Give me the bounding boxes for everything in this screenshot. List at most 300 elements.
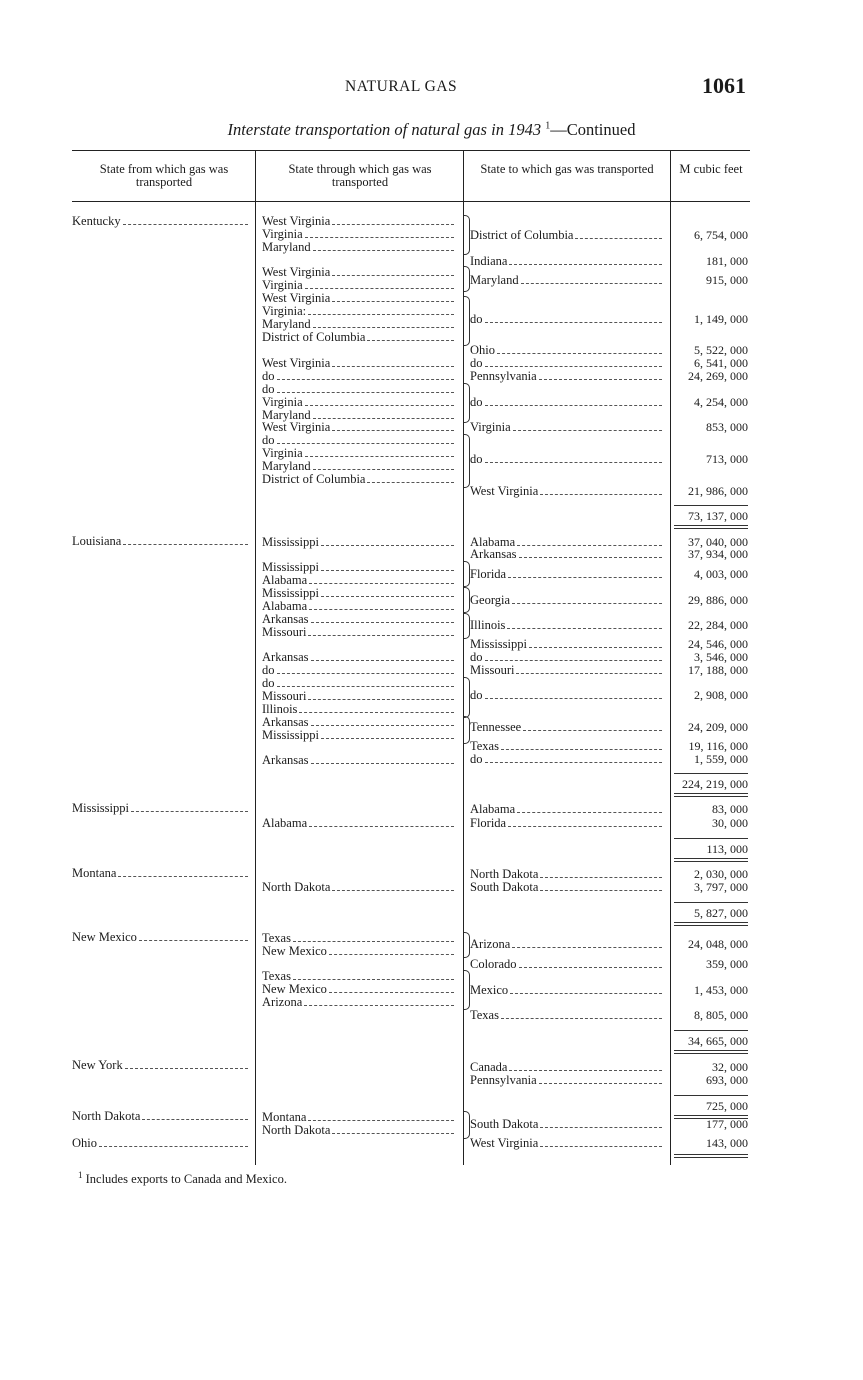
to-state-cell-text: West Virginia <box>470 485 539 498</box>
from-state-cell-text: Mississippi <box>72 802 129 815</box>
volume-value <box>672 594 748 607</box>
from-state-cell-text: Ohio <box>72 1137 97 1150</box>
through-state-cell-text: Maryland <box>262 409 311 422</box>
to-state-cell-text: Colorado <box>470 958 517 971</box>
through-state-cell-text: West Virginia <box>262 421 331 434</box>
dot-leader <box>311 763 454 764</box>
through-state-cell <box>262 613 458 626</box>
to-state-cell <box>470 740 666 753</box>
to-state-cell-text: Ohio <box>470 344 495 357</box>
dot-leader <box>332 224 454 225</box>
through-state-cell <box>262 587 458 600</box>
through-state-cell <box>262 574 458 587</box>
to-state-cell-text: Alabama <box>470 803 516 816</box>
to-state-cell-text: Mexico <box>470 984 509 997</box>
to-state-cell-text: do <box>470 689 483 702</box>
to-state-cell <box>470 664 666 677</box>
through-state-cell <box>262 215 458 228</box>
to-state-cell <box>470 803 666 816</box>
volume-value-text: 24, 546, 000 <box>688 637 748 651</box>
subtotal-rule <box>674 902 748 903</box>
volume-value-text: 19, 116, 000 <box>688 739 748 753</box>
subtotal-value-text: 73, 137, 000 <box>688 509 748 523</box>
through-state-cell-text: New Mexico <box>262 945 327 958</box>
to-state-cell-text: Maryland <box>470 274 519 287</box>
subtotal-value-text: 224, 219, 000 <box>682 777 748 791</box>
grouping-brace <box>464 970 470 1010</box>
volume-value-text: 6, 541, 000 <box>694 356 748 370</box>
from-state-cell-text: New Mexico <box>72 931 137 944</box>
to-state-cell <box>470 721 666 734</box>
dot-leader <box>293 941 454 942</box>
to-state-cell <box>470 689 666 702</box>
from-state-cell <box>72 867 252 880</box>
dot-leader <box>332 275 454 276</box>
dot-leader <box>517 812 662 813</box>
table-title-suffix: —Continued <box>550 120 636 139</box>
subtotal-value-text: 113, 000 <box>706 842 748 856</box>
through-state-cell-text: New Mexico <box>262 983 327 996</box>
dot-leader <box>539 379 662 380</box>
grouping-brace <box>464 561 470 587</box>
dot-leader <box>575 238 662 239</box>
dot-leader <box>521 283 662 284</box>
through-state-cell <box>262 447 458 460</box>
volume-value <box>672 313 748 326</box>
through-state-cell <box>262 600 458 613</box>
dot-leader <box>332 366 454 367</box>
dot-leader <box>485 462 662 463</box>
through-state-cell <box>262 996 458 1009</box>
total-double-rule <box>674 922 748 926</box>
through-state-cell-text: do <box>262 370 275 383</box>
dot-leader <box>497 353 662 354</box>
volume-value <box>672 548 748 561</box>
through-state-cell <box>262 561 458 574</box>
through-state-cell-text: Maryland <box>262 460 311 473</box>
dot-leader <box>540 890 662 891</box>
volume-value <box>672 1074 748 1087</box>
dot-leader <box>305 405 454 406</box>
dot-leader <box>519 967 662 968</box>
volume-value <box>672 255 748 268</box>
through-state-cell <box>262 626 458 639</box>
dot-leader <box>539 1083 662 1084</box>
to-state-cell <box>470 594 666 607</box>
through-state-cell-text: Arizona <box>262 996 303 1009</box>
dot-leader <box>308 1120 454 1121</box>
through-state-cell <box>262 945 458 958</box>
subtotal-rule <box>674 773 748 774</box>
volume-value-text: 359, 000 <box>706 957 748 971</box>
dot-leader <box>321 738 454 739</box>
to-state-cell-text: North Dakota <box>470 868 539 881</box>
through-state-cell-text: do <box>262 434 275 447</box>
subtotal-value-text: 725, 000 <box>706 1099 748 1113</box>
volume-value-text: 177, 000 <box>706 1117 748 1131</box>
from-state-cell-text: Kentucky <box>72 215 121 228</box>
grouping-brace <box>464 296 470 346</box>
to-state-cell-text: Mississippi <box>470 638 527 651</box>
volume-value-text: 83, 000 <box>712 802 748 816</box>
volume-value <box>672 689 748 702</box>
dot-leader <box>540 494 662 495</box>
through-state-cell-text: do <box>262 664 275 677</box>
volume-value-text: 4, 003, 000 <box>694 567 748 581</box>
grouping-brace <box>464 215 470 255</box>
through-state-cell <box>262 677 458 690</box>
through-state-cell-text: Virginia <box>262 447 303 460</box>
from-state-cell <box>72 1059 252 1072</box>
dot-leader <box>313 250 454 251</box>
page-header <box>0 73 863 104</box>
volume-value-text: 713, 000 <box>706 452 748 466</box>
to-state-cell <box>470 344 666 357</box>
to-state-cell <box>470 396 666 409</box>
dot-leader <box>485 405 662 406</box>
dot-leader <box>308 635 454 636</box>
volume-value <box>672 881 748 894</box>
volume-value-text: 5, 522, 000 <box>694 343 748 357</box>
volume-value-text: 4, 254, 000 <box>694 395 748 409</box>
column-header-through: State through which gas was transported <box>288 162 432 189</box>
dot-leader <box>501 749 662 750</box>
through-state-cell <box>262 421 458 434</box>
volume-value-text: 17, 188, 000 <box>688 663 748 677</box>
dot-leader <box>367 340 454 341</box>
dot-leader <box>517 545 662 546</box>
volume-value <box>672 1137 748 1150</box>
through-state-cell-text: Arkansas <box>262 651 309 664</box>
subtotal-value <box>672 510 748 523</box>
to-state-cell-text: South Dakota <box>470 1118 539 1131</box>
dot-leader <box>277 686 454 687</box>
dot-leader <box>277 392 454 393</box>
dot-leader <box>512 947 662 948</box>
through-state-cell <box>262 817 458 830</box>
grouping-brace <box>464 677 470 718</box>
dot-leader <box>311 725 454 726</box>
through-state-cell <box>262 292 458 305</box>
volume-value-text: 693, 000 <box>706 1073 748 1087</box>
subtotal-value <box>672 843 748 856</box>
through-state-cell-text: Mississippi <box>262 561 319 574</box>
through-state-cell <box>262 932 458 945</box>
dot-leader <box>304 1005 454 1006</box>
subtotal-value <box>672 907 748 920</box>
dot-leader <box>309 609 454 610</box>
total-double-rule <box>674 1050 748 1054</box>
through-state-cell-text: District of Columbia <box>262 473 366 486</box>
volume-value-text: 24, 209, 000 <box>688 720 748 734</box>
grouping-brace <box>464 1111 470 1139</box>
dot-leader <box>99 1146 248 1147</box>
volume-value-text: 2, 030, 000 <box>694 867 748 881</box>
volume-value <box>672 1009 748 1022</box>
dot-leader <box>305 237 454 238</box>
to-state-cell-text: Missouri <box>470 664 515 677</box>
to-state-cell <box>470 255 666 268</box>
through-state-cell-text: Missouri <box>262 626 307 639</box>
volume-value-text: 6, 754, 000 <box>694 228 748 242</box>
through-state-cell-text: do <box>262 383 275 396</box>
volume-value <box>672 421 748 434</box>
grouping-brace <box>464 266 470 292</box>
to-state-cell-text: Texas <box>470 740 499 753</box>
to-state-cell-text: Florida <box>470 568 507 581</box>
dot-leader <box>299 712 454 713</box>
to-state-cell-text: Illinois <box>470 619 506 632</box>
dot-leader <box>277 379 454 380</box>
subtotal-rule <box>674 1030 748 1031</box>
volume-value <box>672 396 748 409</box>
through-state-cell <box>262 279 458 292</box>
total-double-rule <box>674 1115 748 1119</box>
to-state-cell-text: Arkansas <box>470 548 517 561</box>
from-state-cell <box>72 931 252 944</box>
table-title <box>0 120 863 140</box>
volume-value-text: 143, 000 <box>706 1136 748 1150</box>
through-state-cell <box>262 434 458 447</box>
through-state-cell <box>262 266 458 279</box>
through-state-cell-text: West Virginia <box>262 357 331 370</box>
to-state-cell-text: Canada <box>470 1061 508 1074</box>
from-state-cell-text: New York <box>72 1059 123 1072</box>
dot-leader <box>313 327 454 328</box>
through-state-cell-text: Maryland <box>262 241 311 254</box>
footnote <box>78 1170 287 1187</box>
column-divider <box>670 150 671 1165</box>
volume-value <box>672 370 748 383</box>
dot-leader <box>516 673 662 674</box>
dot-leader <box>508 826 662 827</box>
to-state-cell <box>470 817 666 830</box>
subtotal-value <box>672 1035 748 1048</box>
dot-leader <box>321 545 454 546</box>
subtotal-value <box>672 778 748 791</box>
to-state-cell-text: District of Columbia <box>470 229 574 242</box>
through-state-cell <box>262 983 458 996</box>
through-state-cell-text: Texas <box>262 932 291 945</box>
footnote-ref: 1 <box>545 120 551 132</box>
volume-value-text: 37, 040, 000 <box>688 535 748 549</box>
volume-value-text: 8, 805, 000 <box>694 1008 748 1022</box>
through-state-cell-text: Montana <box>262 1111 307 1124</box>
dot-leader <box>329 992 454 993</box>
column-divider <box>255 150 256 1165</box>
through-state-cell-text: Arkansas <box>262 716 309 729</box>
dot-leader <box>510 993 662 994</box>
dot-leader <box>485 322 662 323</box>
dot-leader <box>277 443 454 444</box>
dot-leader <box>501 1018 662 1019</box>
to-state-cell <box>470 548 666 561</box>
volume-value <box>672 721 748 734</box>
volume-value-text: 32, 000 <box>712 1060 748 1074</box>
column-header-volume: M cubic feet <box>679 162 743 176</box>
dot-leader <box>485 660 662 661</box>
from-state-cell <box>72 535 252 548</box>
through-state-cell-text: North Dakota <box>262 881 331 894</box>
dot-leader <box>512 603 662 604</box>
to-state-cell-text: do <box>470 753 483 766</box>
through-state-cell-text: Alabama <box>262 574 308 587</box>
through-state-cell-text: Maryland <box>262 318 311 331</box>
volume-value-text: 24, 269, 000 <box>688 369 748 383</box>
volume-value <box>672 1118 748 1131</box>
dot-leader <box>332 1133 454 1134</box>
dot-leader <box>540 1146 662 1147</box>
through-state-cell-text: Mississippi <box>262 729 319 742</box>
through-state-cell-text: West Virginia <box>262 266 331 279</box>
to-state-cell <box>470 229 666 242</box>
through-state-cell-text: Mississippi <box>262 587 319 600</box>
table-top-rule <box>72 150 750 151</box>
subtotal-value-text: 34, 665, 000 <box>688 1034 748 1048</box>
volume-value <box>672 229 748 242</box>
dot-leader <box>507 628 662 629</box>
to-state-cell <box>470 868 666 881</box>
through-state-cell <box>262 460 458 473</box>
dot-leader <box>313 469 454 470</box>
through-state-cell-text: West Virginia <box>262 292 331 305</box>
page-number: 1061 <box>702 73 746 98</box>
through-state-cell <box>262 881 458 894</box>
through-state-cell-text: Texas <box>262 970 291 983</box>
to-state-cell <box>470 619 666 632</box>
to-state-cell-text: do <box>470 651 483 664</box>
to-state-cell-text: Alabama <box>470 536 516 549</box>
grouping-brace <box>464 613 470 639</box>
through-state-cell <box>262 305 458 318</box>
volume-value-text: 2, 908, 000 <box>694 688 748 702</box>
through-state-cell-text: District of Columbia <box>262 331 366 344</box>
through-state-cell <box>262 729 458 742</box>
to-state-cell-text: do <box>470 357 483 370</box>
through-state-cell <box>262 1111 458 1124</box>
footnote-text: Includes exports to Canada and Mexico. <box>85 1172 287 1187</box>
through-state-cell <box>262 651 458 664</box>
through-state-cell <box>262 690 458 703</box>
volume-value-text: 37, 934, 000 <box>688 547 748 561</box>
dot-leader <box>131 811 248 812</box>
dot-leader <box>139 940 248 941</box>
column-header-from: State from which gas was transported <box>99 162 229 189</box>
from-state-cell <box>72 215 252 228</box>
dot-leader <box>485 762 662 763</box>
dot-leader <box>332 430 454 431</box>
volume-value-text: 30, 000 <box>712 816 748 830</box>
dot-leader <box>142 1119 248 1120</box>
to-state-cell-text: do <box>470 313 483 326</box>
volume-value-text: 3, 546, 000 <box>694 650 748 664</box>
dot-leader <box>321 570 454 571</box>
total-double-rule <box>674 858 748 862</box>
volume-value-text: 29, 886, 000 <box>688 593 748 607</box>
through-state-cell-text: Illinois <box>262 703 298 716</box>
volume-value-text: 915, 000 <box>706 273 748 287</box>
through-state-cell <box>262 318 458 331</box>
to-state-cell <box>470 1118 666 1131</box>
subtotal-rule <box>674 505 748 506</box>
volume-value-text: 1, 559, 000 <box>694 752 748 766</box>
subtotal-rule <box>674 1095 748 1096</box>
dot-leader <box>309 826 454 827</box>
through-state-cell-text: Arkansas <box>262 613 309 626</box>
dot-leader <box>293 979 454 980</box>
through-state-cell <box>262 473 458 486</box>
to-state-cell <box>470 313 666 326</box>
volume-value <box>672 485 748 498</box>
dot-leader <box>519 557 662 558</box>
column-header-to: State to which gas was transported <box>480 162 654 176</box>
to-state-cell-text: Florida <box>470 817 507 830</box>
total-double-rule <box>674 793 748 797</box>
from-state-cell <box>72 802 252 815</box>
dot-leader <box>485 698 662 699</box>
volume-value-text: 1, 149, 000 <box>694 312 748 326</box>
subtotal-value-text: 5, 827, 000 <box>694 906 748 920</box>
dot-leader <box>509 1070 662 1071</box>
volume-value-text: 1, 453, 000 <box>694 983 748 997</box>
dot-leader <box>125 1068 248 1069</box>
dot-leader <box>313 418 454 419</box>
from-state-cell <box>72 1137 252 1150</box>
through-state-cell <box>262 228 458 241</box>
footnote-marker: 1 <box>78 1170 83 1180</box>
dot-leader <box>540 877 662 878</box>
volume-value-text: 22, 284, 000 <box>688 618 748 632</box>
through-state-cell-text: Mississippi <box>262 536 319 549</box>
dot-leader <box>123 224 248 225</box>
through-state-cell <box>262 754 458 767</box>
dot-leader <box>523 730 662 731</box>
dot-leader <box>305 456 454 457</box>
grouping-brace <box>464 434 470 488</box>
to-state-cell-text: Indiana <box>470 255 508 268</box>
to-state-cell-text: South Dakota <box>470 881 539 894</box>
through-state-cell <box>262 716 458 729</box>
grouping-brace <box>464 716 470 744</box>
through-state-cell <box>262 703 458 716</box>
through-state-cell-text: Virginia: <box>262 305 307 318</box>
volume-value-text: 21, 986, 000 <box>688 484 748 498</box>
dot-leader <box>309 583 454 584</box>
through-state-cell-text: Arkansas <box>262 754 309 767</box>
to-state-cell <box>470 1074 666 1087</box>
to-state-cell-text: Texas <box>470 1009 499 1022</box>
dot-leader <box>277 673 454 674</box>
to-state-cell <box>470 357 666 370</box>
volume-value <box>672 817 748 830</box>
through-state-cell <box>262 664 458 677</box>
dot-leader <box>367 482 454 483</box>
volume-value <box>672 664 748 677</box>
to-state-cell-text: Tennessee <box>470 721 522 734</box>
to-state-cell <box>470 753 666 766</box>
to-state-cell <box>470 370 666 383</box>
through-state-cell-text: do <box>262 677 275 690</box>
volume-value <box>672 938 748 951</box>
to-state-cell <box>470 1009 666 1022</box>
from-state-cell-text: North Dakota <box>72 1110 141 1123</box>
to-state-cell <box>470 881 666 894</box>
dot-leader <box>485 366 662 367</box>
subtotal-value <box>672 1100 748 1113</box>
volume-value <box>672 958 748 971</box>
to-state-cell-text: Virginia <box>470 421 511 434</box>
through-state-cell-text: Virginia <box>262 228 303 241</box>
